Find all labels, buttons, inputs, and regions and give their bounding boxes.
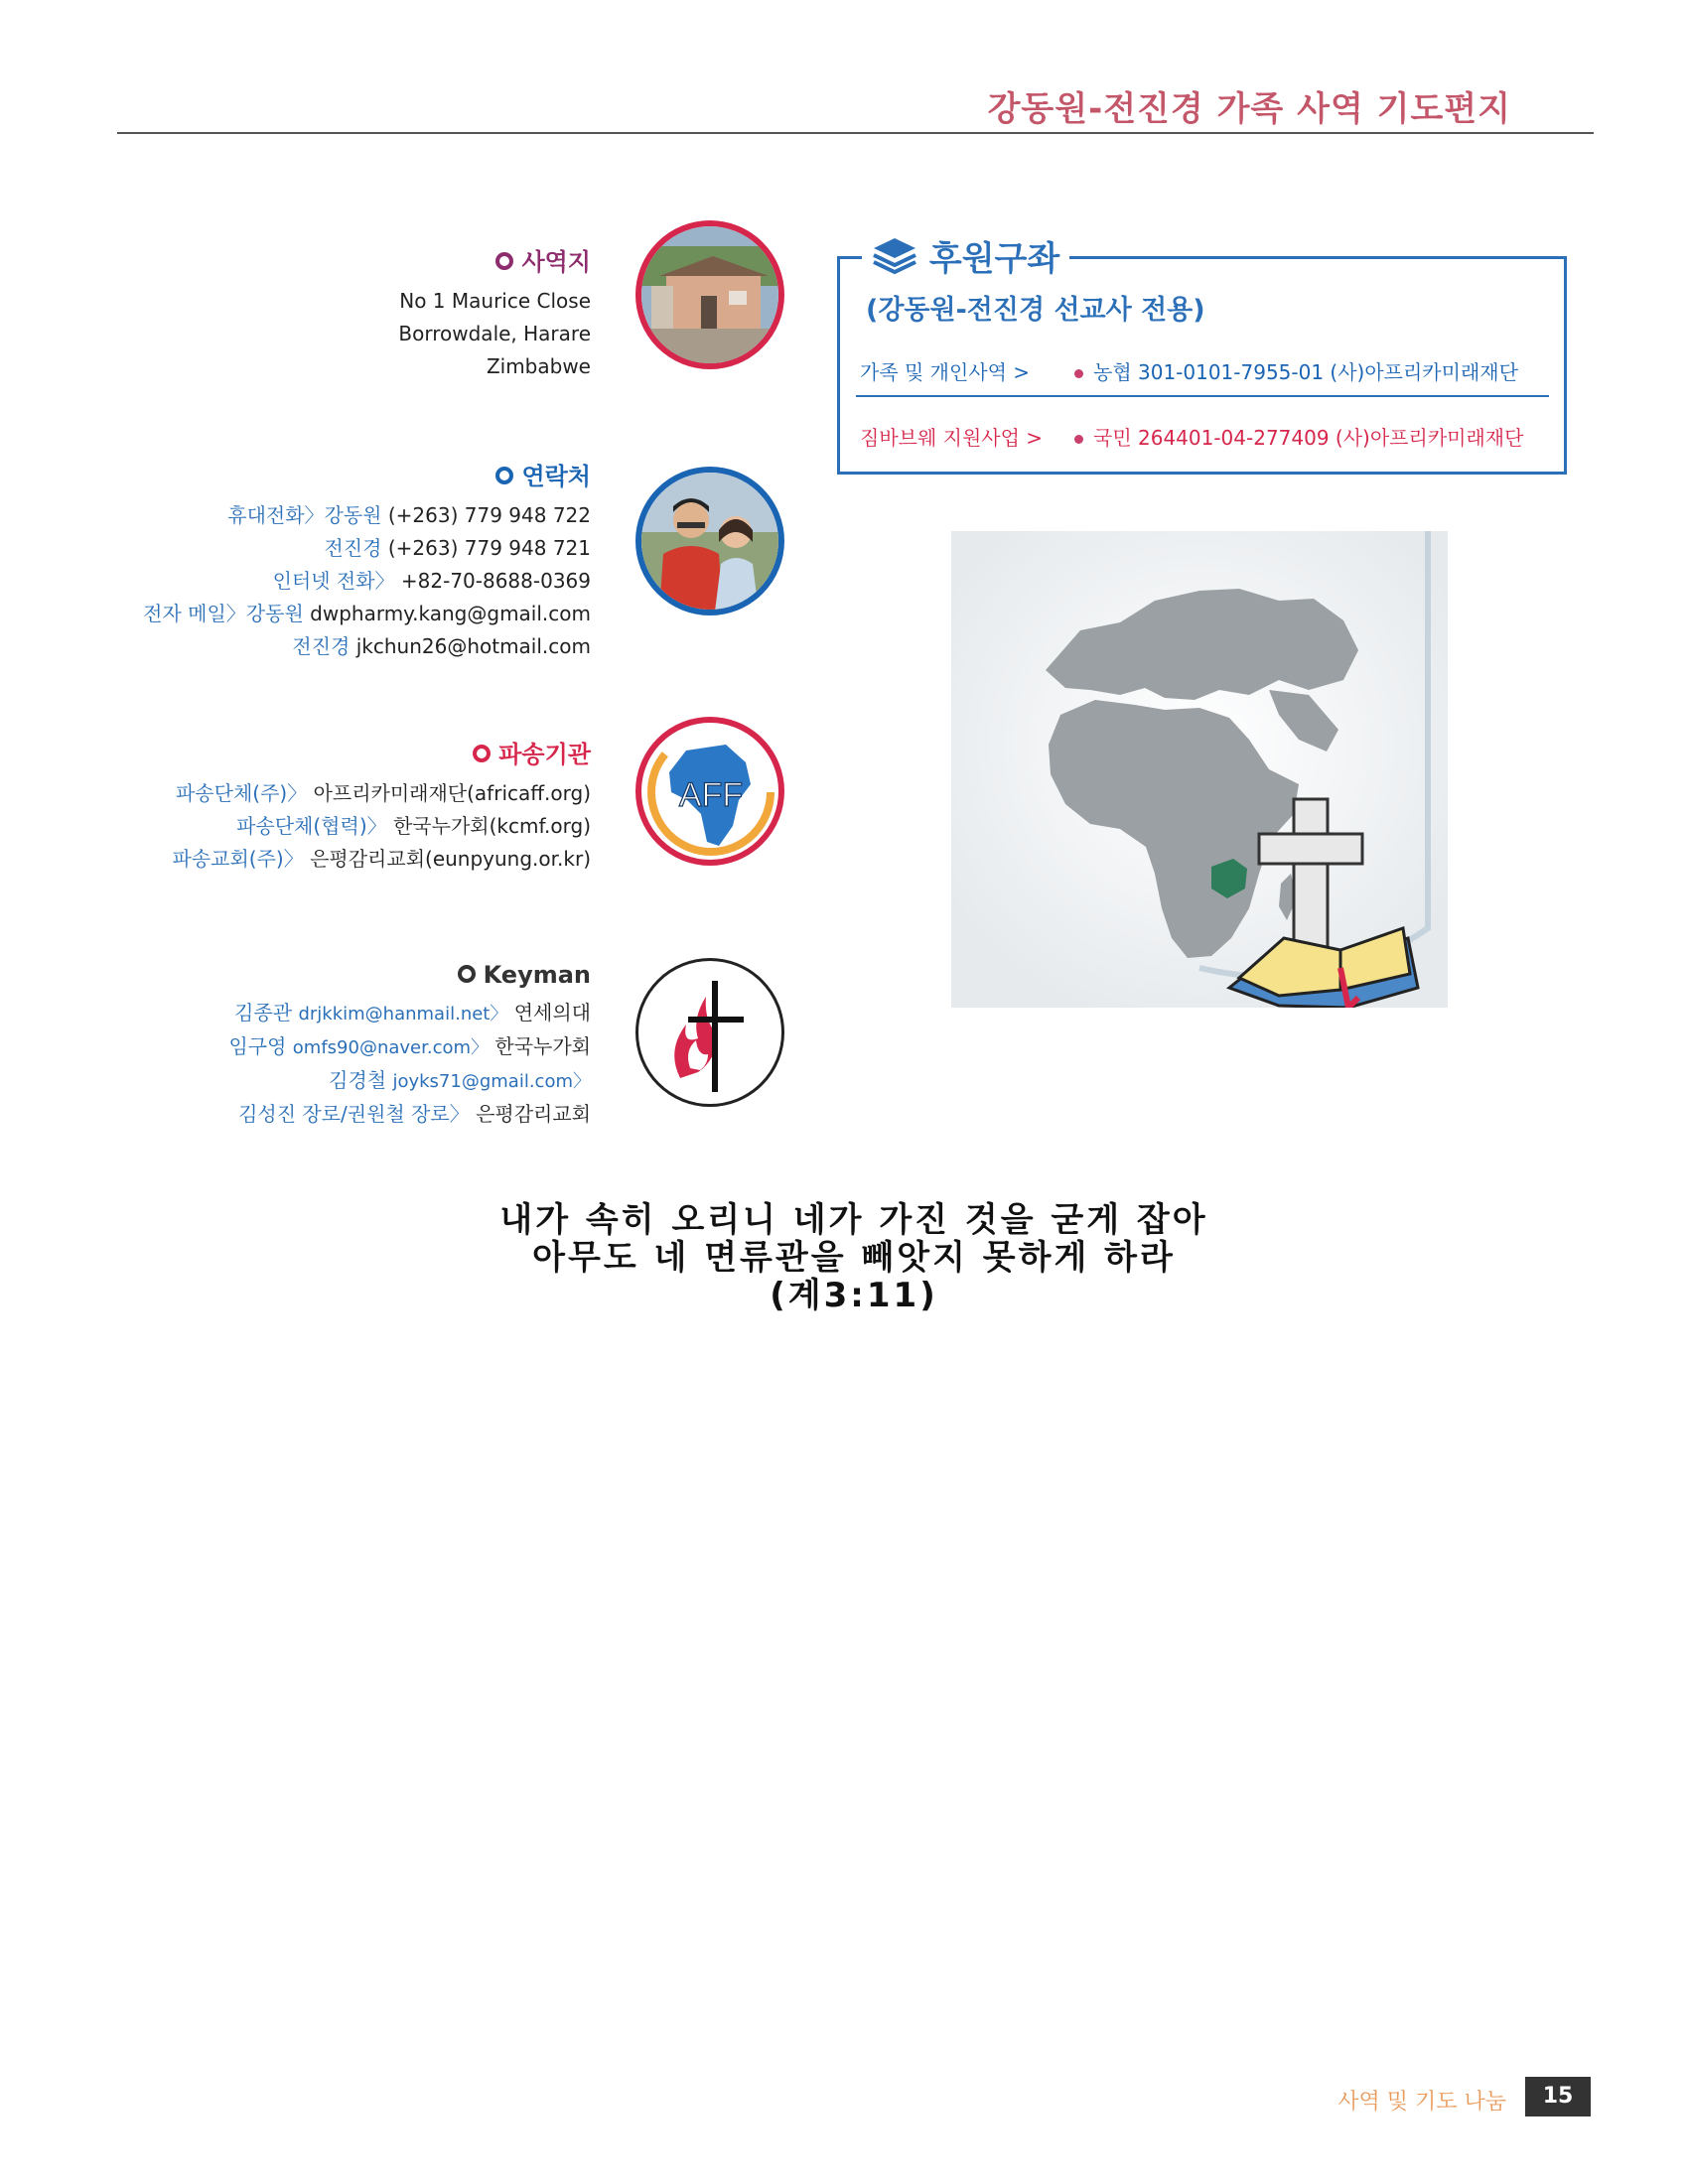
account-row	[860, 422, 1043, 451]
church-logo	[635, 958, 784, 1107]
bullet-dot-icon	[1074, 435, 1083, 444]
couple-photo-image	[641, 473, 780, 612]
account-row-label: 짐바브웨 지원사업 >	[860, 426, 1044, 450]
agency-value: 한국누가회(kcmf.org)	[392, 814, 591, 838]
keyman-name: 김종관	[234, 1001, 293, 1024]
contact-title-text: 연락처	[521, 463, 591, 490]
agency-block	[173, 735, 591, 876]
keyman-line	[228, 1064, 591, 1098]
page-number: 15	[1525, 2077, 1591, 2116]
contact-line	[143, 598, 591, 630]
keyman-affiliation: 은평감리교회	[476, 1102, 591, 1126]
contact-label: 전진경	[324, 536, 382, 560]
contact-label: 휴대전화〉강동원	[227, 503, 382, 527]
account-title	[862, 231, 1069, 280]
bullet-dot-icon	[1074, 369, 1083, 378]
globe-map	[951, 531, 1448, 1008]
site-title	[398, 242, 591, 277]
keyman-line	[228, 997, 591, 1030]
keyman-email: drjkkim@hanmail.net〉	[298, 1004, 508, 1024]
site-title-text: 사역지	[521, 248, 591, 276]
couple-photo	[635, 467, 784, 615]
account-title-text: 후원구좌	[928, 239, 1060, 279]
contact-email: dwpharmy.kang@gmail.com	[310, 602, 591, 625]
account-row-value	[1074, 356, 1518, 385]
bullet-icon	[495, 467, 513, 484]
keyman-name: 임구영	[228, 1034, 287, 1058]
stack-icon	[872, 236, 917, 276]
keyman-affiliation: 연세의대	[513, 1001, 591, 1024]
agency-label: 파송교회(주)〉	[172, 847, 304, 871]
bullet-icon	[458, 965, 476, 983]
keyman-title-text: Keyman	[483, 961, 591, 989]
agency-value: 은평감리교회(eunpyung.or.kr)	[310, 847, 591, 871]
keyman-name: 김성진 장로/권원철 장로〉	[238, 1102, 470, 1126]
keyman-line	[228, 1030, 591, 1064]
contact-label: 전진경	[292, 634, 351, 658]
contact-value: (+263) 779 948 721	[387, 536, 591, 560]
africa-logo-graphic	[641, 723, 780, 862]
agency-line	[173, 843, 591, 876]
keyman-line	[228, 1098, 591, 1131]
contact-email: jkchun26@hotmail.com	[355, 634, 591, 658]
contact-block	[143, 457, 591, 663]
agency-label: 파송단체(주)〉	[175, 781, 308, 805]
agency-title-text: 파송기관	[498, 741, 591, 768]
agency-title	[173, 735, 591, 769]
aff-logo-text: AFF	[678, 776, 744, 814]
contact-title	[143, 457, 591, 491]
site-line: Borrowdale, Harare	[398, 322, 591, 345]
contact-line	[143, 499, 591, 532]
contact-value: (+263) 779 948 722	[387, 503, 591, 527]
contact-label: 전자 메일〉강동원	[143, 602, 304, 625]
keyman-email: omfs90@naver.com〉	[292, 1037, 490, 1058]
agency-value: 아프리카미래재단(africaff.org)	[313, 781, 591, 805]
keyman-affiliation: 한국누가회	[494, 1034, 591, 1058]
header-divider	[117, 132, 1594, 134]
site-block	[398, 242, 591, 383]
verse-line: 아무도 네 면류관을 빼앗지 못하게 하라	[532, 1238, 1176, 1278]
aff-logo	[635, 717, 784, 866]
bible-verse	[298, 1201, 1410, 1314]
account-row	[860, 356, 1030, 385]
contact-line	[143, 630, 591, 663]
account-number: 농협 301-0101-7955-01 (사)아프리카미래재단	[1093, 360, 1518, 384]
keyman-email: joyks71@gmail.com〉	[392, 1071, 591, 1092]
contact-line	[143, 532, 591, 565]
bullet-icon	[495, 252, 513, 270]
cross-flame-icon	[638, 961, 784, 1107]
contact-line	[143, 565, 591, 598]
keyman-title	[228, 961, 591, 989]
account-row-label: 가족 및 개인사역 >	[860, 360, 1031, 384]
contact-value: +82-70-8688-0369	[400, 569, 591, 593]
keyman-block	[228, 961, 591, 1131]
site-line: No 1 Maurice Close	[399, 289, 591, 313]
site-line: Zimbabwe	[486, 354, 591, 378]
contact-label: 인터넷 전화〉	[272, 569, 395, 593]
account-subtitle: (강동원-전진경 선교사 전용)	[866, 295, 1205, 326]
page-header-title: 강동원-전진경 가족 사역 기도편지	[987, 89, 1511, 129]
verse-line: 내가 속히 오리니 네가 가진 것을 굳게 잡아	[499, 1200, 1208, 1240]
verse-reference: (계3:11)	[770, 1276, 938, 1315]
account-number: 국민 264401-04-277409 (사)아프리카미래재단	[1093, 426, 1524, 450]
keyman-name: 김경철	[329, 1068, 387, 1092]
agency-label: 파송단체(협력)〉	[236, 814, 387, 838]
footer-section-label: 사역 및 기도 나눔	[1337, 2090, 1506, 2115]
account-divider	[856, 395, 1549, 397]
site-photo	[635, 220, 784, 369]
house-photo	[641, 226, 780, 365]
bullet-icon	[473, 745, 491, 762]
account-row-value	[1074, 422, 1523, 451]
agency-line	[173, 777, 591, 810]
agency-line	[173, 810, 591, 843]
